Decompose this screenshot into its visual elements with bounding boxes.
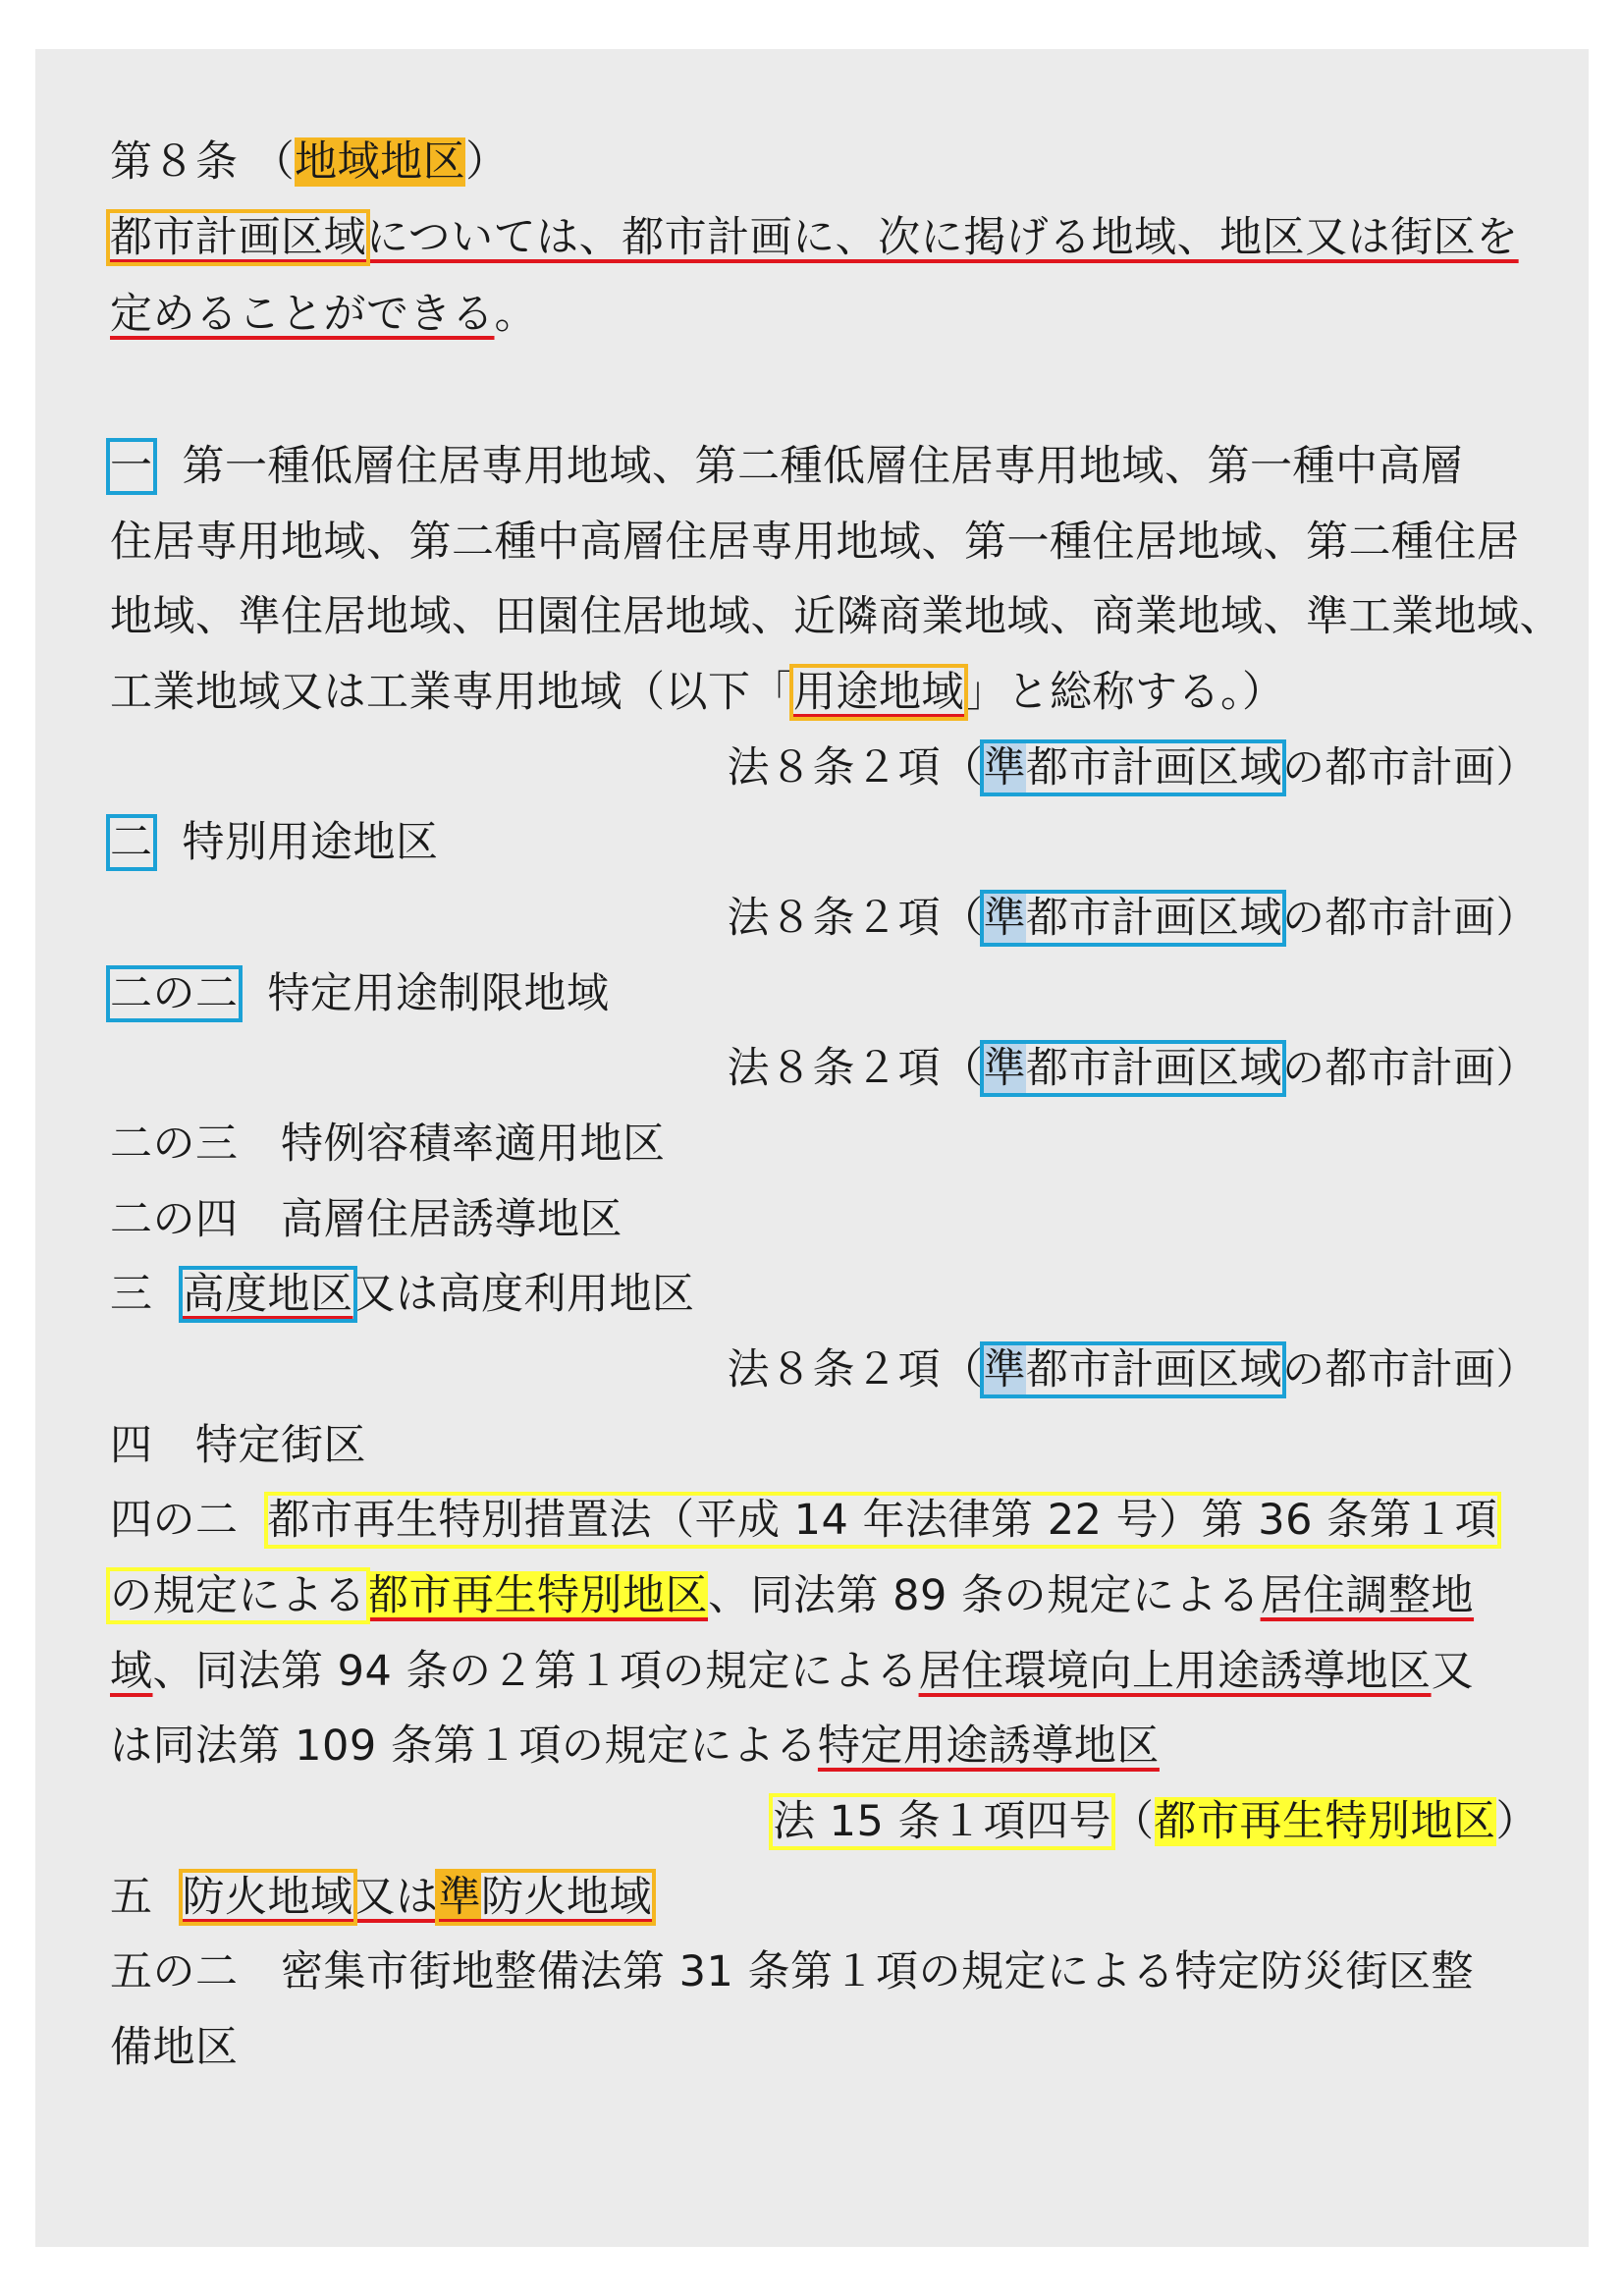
- term-jun-toshi-keikaku-kuiki: 準都市計画区域: [983, 1044, 1282, 1093]
- law-reference: 法８条２項（準都市計画区域の都市計画）: [727, 1345, 1539, 1394]
- term-kodo-chiku: 高度地区: [182, 1270, 353, 1319]
- item-number-5: 五: [110, 1873, 153, 1922]
- law-reference: 法８条２項（準都市計画区域の都市計画）: [727, 1044, 1539, 1093]
- item-3: 三 高度地区又は高度利用地区: [110, 1270, 695, 1319]
- item-2-4: 二の四 高層住居誘導地区: [110, 1195, 622, 1244]
- item-4-2-line-3: 域、同法第 94 条の２第１項の規定による居住環境向上用途誘導地区又: [110, 1647, 1475, 1696]
- article-line-1: 都市計画区域については、都市計画に、次に掲げる地域、地区又は街区を: [110, 213, 1519, 262]
- item-number-3: 三: [110, 1270, 153, 1319]
- term-jun-toshi-keikaku-kuiki: 準都市計画区域: [983, 1345, 1282, 1394]
- item-number-1: 一: [110, 442, 153, 491]
- term-boka-chiiki: 防火地域: [182, 1873, 353, 1922]
- item-5: 五 防火地域又は準防火地域: [110, 1873, 652, 1922]
- law-reference-15: 法 15 条１項四号（都市再生特別地区）: [772, 1797, 1539, 1846]
- item-1-line-1: 一 第一種低層住居専用地域、第二種低層住居専用地域、第一種中高層: [110, 442, 1464, 491]
- article-line-2: 定めることができる。: [110, 290, 537, 339]
- item-number-4-2: 四の二: [110, 1496, 239, 1545]
- term-toshi-saisei-tokubetsu-chiku: 都市再生特別地区: [366, 1571, 708, 1620]
- term-toshi-keikaku-kuiki: 都市計画区域: [110, 213, 366, 262]
- item-5-2-line-2: 備地区: [110, 2023, 239, 2072]
- item-4-2-line-4: は同法第 109 条第１項の規定による特定用途誘導地区: [110, 1722, 1160, 1771]
- term-jun-toshi-keikaku-kuiki: 準都市計画区域: [983, 894, 1282, 943]
- law-reference: 法８条２項（準都市計画区域の都市計画）: [727, 743, 1539, 793]
- item-1-line-4: 工業地域又は工業専用地域（以下「用途地域」と総称する。）: [110, 668, 1285, 717]
- item-4-2-line-1: 四の二 都市再生特別措置法（平成 14 年法律第 22 号）第 36 条第１項: [110, 1496, 1498, 1545]
- article-title: 第８条 （地域地区）: [110, 137, 509, 187]
- item-5-2-line-1: 五の二 密集市街地整備法第 31 条第１項の規定による特定防災街区整: [110, 1947, 1475, 1996]
- term-jun-toshi-keikaku-kuiki: 準都市計画区域: [983, 743, 1282, 793]
- item-4-2-line-2: の規定による都市再生特別地区、同法第 89 条の規定による居住調整地: [110, 1571, 1475, 1620]
- term-jun-boka-chiiki: 準防火地域: [438, 1873, 652, 1922]
- item-2: 二 特別用途地区: [110, 818, 439, 867]
- item-1-line-3: 地域、準住居地域、田園住居地域、近隣商業地域、商業地域、準工業地域、: [110, 592, 1562, 641]
- highlight-chiiki-chiku: 地域地区: [295, 137, 466, 187]
- item-2-3: 二の三 特例容積率適用地区: [110, 1120, 666, 1169]
- item-1-line-2: 住居専用地域、第二種中高層住居専用地域、第一種住居地域、第二種住居: [110, 518, 1520, 567]
- item-number-2: 二: [110, 818, 153, 867]
- item-4: 四 特定街区: [110, 1421, 366, 1470]
- item-2-2: 二の二 特定用途制限地域: [110, 969, 610, 1018]
- law-reference: 法８条２項（準都市計画区域の都市計画）: [727, 894, 1539, 943]
- item-number-2-2: 二の二: [110, 969, 239, 1018]
- term-yoto-chiiki: 用途地域: [793, 668, 964, 717]
